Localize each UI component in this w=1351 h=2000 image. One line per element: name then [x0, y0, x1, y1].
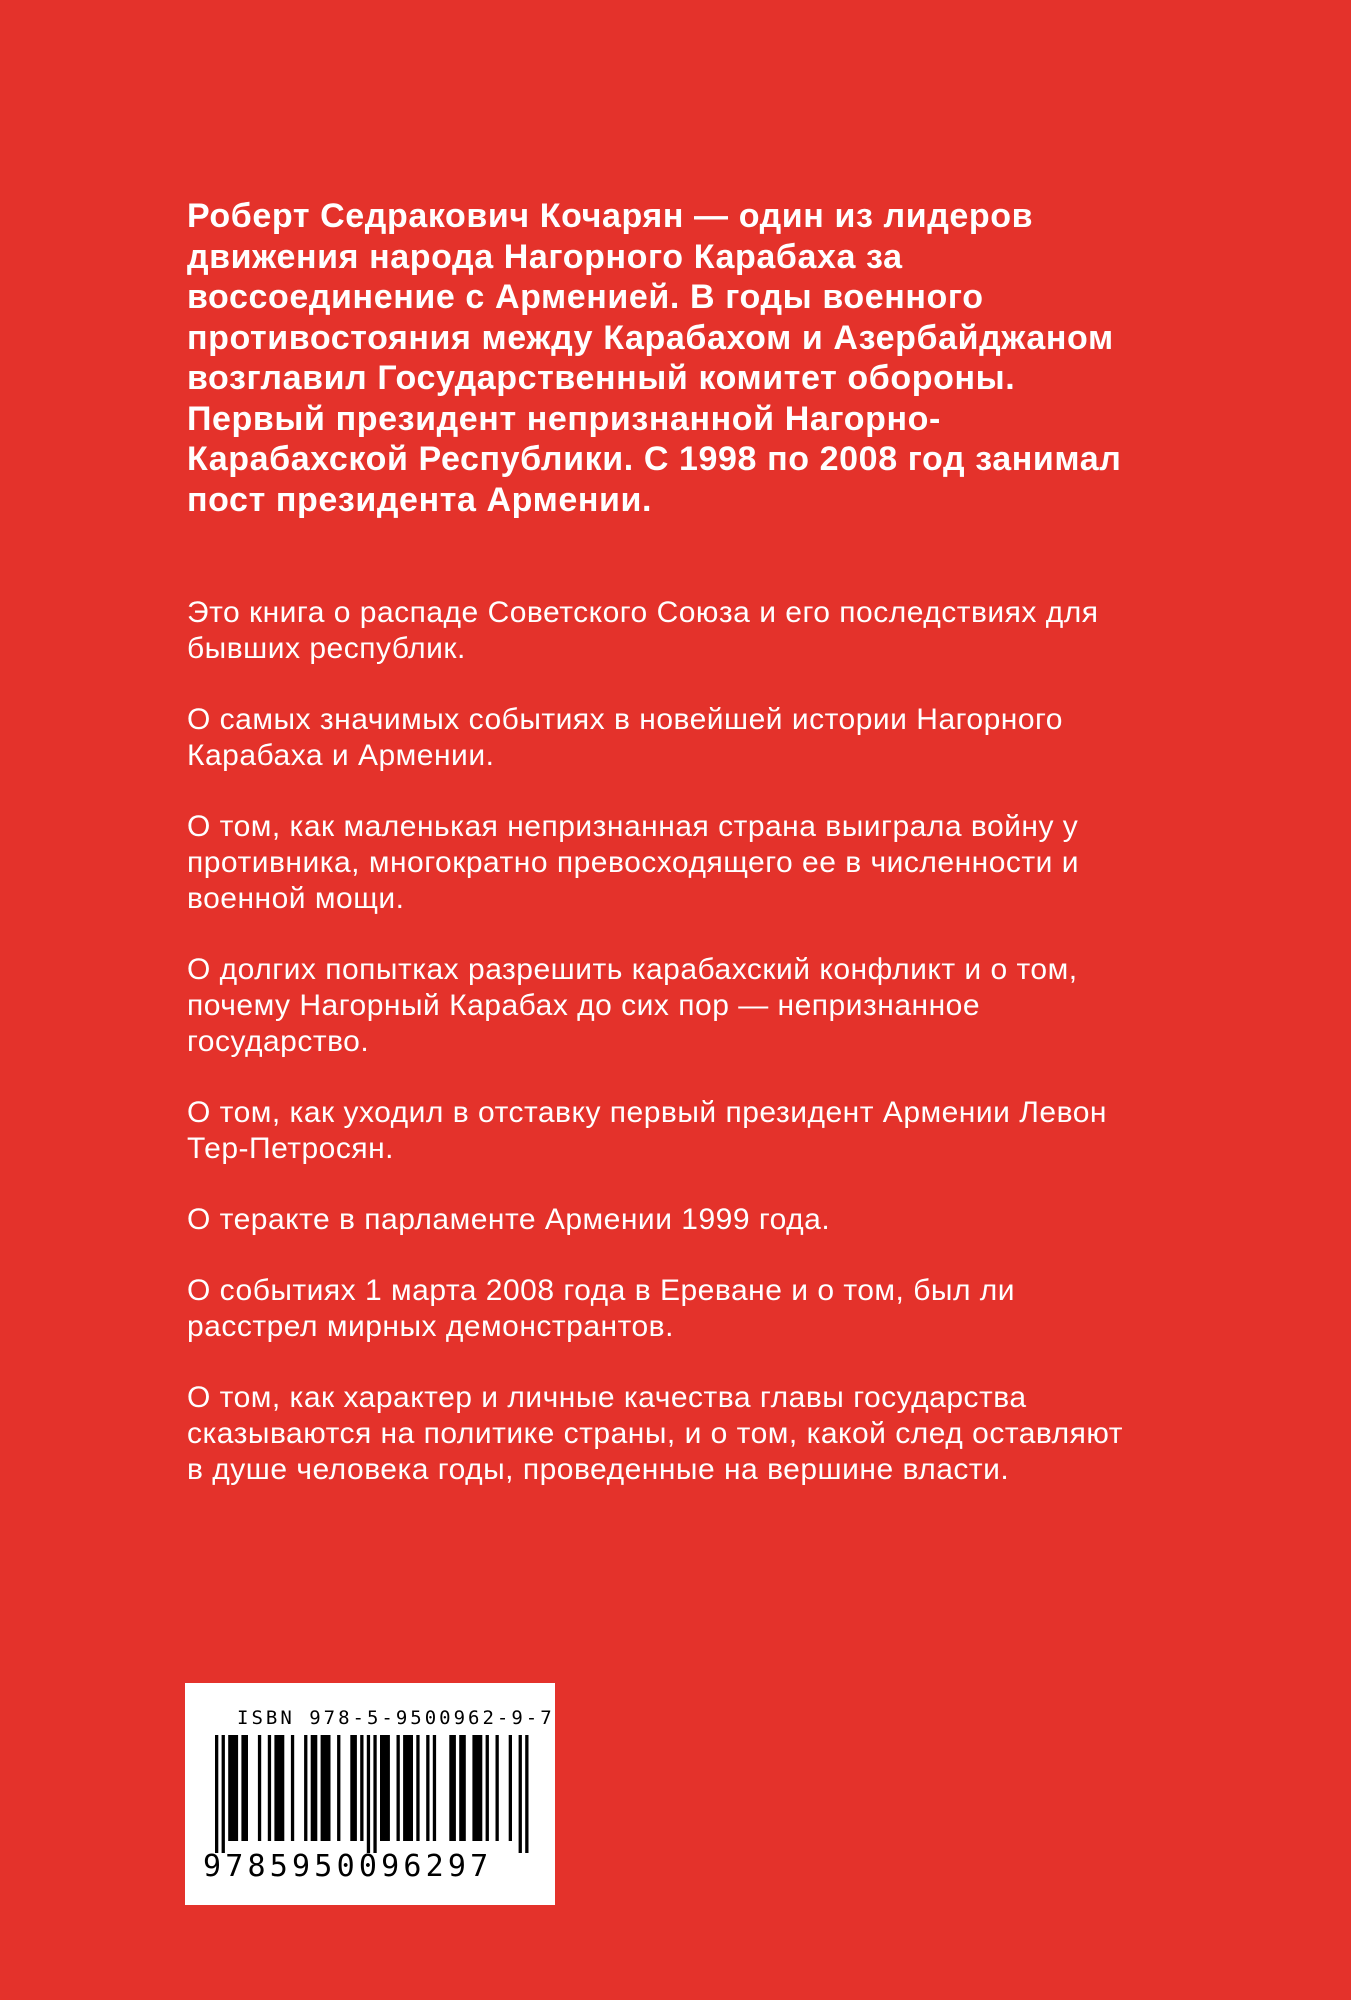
barcode-bar	[397, 1735, 400, 1841]
description-paragraph: О том, как маленькая непризнанная страна выиграла войну у противника, многократно превосходящего ее в численности и военной мощи.	[187, 810, 1079, 915]
barcode-bar	[373, 1735, 376, 1853]
barcode-bar	[403, 1735, 413, 1841]
ean-digits: 9785950096297	[203, 1849, 493, 1884]
barcode-bar	[459, 1735, 466, 1841]
barcode-bar	[268, 1735, 271, 1841]
description-paragraph: О самых значимых событиях в новейшей истории Нагорного Карабаха и Армении.	[187, 703, 1063, 772]
barcode-bar	[416, 1735, 419, 1841]
author-name: Роберт Седракович Кочарян	[187, 197, 684, 235]
barcode-bar	[360, 1735, 363, 1841]
barcode-bar	[274, 1735, 284, 1841]
barcode-bar	[228, 1735, 238, 1841]
description-paragraph: О событиях 1 марта 2008 года в Ереване и о том, был ли расстрел мирных демонстрантов.	[187, 1274, 1016, 1343]
description-paragraph: О долгих попытках разрешить карабахский конфликт и о том, почему Нагорный Карабах до сих пор — непризнанное государство.	[187, 953, 1078, 1058]
barcode-bar	[241, 1735, 248, 1841]
barcode-bar	[321, 1735, 331, 1841]
barcode-bar	[486, 1735, 489, 1841]
barcode-bar	[509, 1735, 512, 1841]
bio-dash: —	[694, 197, 729, 235]
barcode-bar	[525, 1735, 528, 1853]
description-paragraph: О том, как характер и личные качества главы государства сказываются на политике страны, и о том, какой след оставляют в душе человека годы, проведенные на вершине власти.	[187, 1381, 1123, 1486]
barcode-bar	[519, 1735, 522, 1853]
description-paragraph: О том, как уходил в отставку первый президент Армении Левон Тер-Петросян.	[187, 1096, 1107, 1165]
barcode-bar	[311, 1735, 318, 1841]
author-bio	[187, 196, 1135, 520]
book-description	[187, 595, 1135, 1523]
barcode-bar	[449, 1735, 456, 1841]
barcode-bar	[215, 1735, 218, 1853]
barcode-bar	[337, 1735, 340, 1841]
barcode-bar	[291, 1735, 294, 1841]
barcode-bar	[472, 1735, 482, 1841]
barcode-bar	[380, 1735, 390, 1841]
description-paragraph: О теракте в парламенте Армении 1999 года.	[187, 1203, 831, 1236]
barcode-bar	[367, 1735, 370, 1853]
barcode-bar	[433, 1735, 436, 1841]
isbn-label: ISBN 978-5-9500962-9-7	[237, 1707, 555, 1729]
description-paragraph: Это книга о распаде Советского Союза и его последствиях для бывших республик.	[187, 596, 1099, 665]
barcode-bars	[207, 1735, 537, 1853]
barcode-bar	[350, 1735, 357, 1841]
barcode-bar	[304, 1735, 307, 1841]
barcode-bar	[258, 1735, 261, 1841]
barcode-bar	[496, 1735, 499, 1841]
isbn-barcode	[185, 1683, 555, 1905]
barcode-bar	[222, 1735, 225, 1853]
barcode-bar	[426, 1735, 429, 1841]
bio-text: один из лидеров движения народа Нагорного Карабаха за воссоединение с Арменией. В годы военного противостояния между Карабахом и Азербайджаном возглавил Государственный комитет обороны. Первый президент непризнанной Нагорно-Карабахской Республики. С 1998 по 2008 год занимал пост президента Армении.	[187, 197, 1122, 519]
